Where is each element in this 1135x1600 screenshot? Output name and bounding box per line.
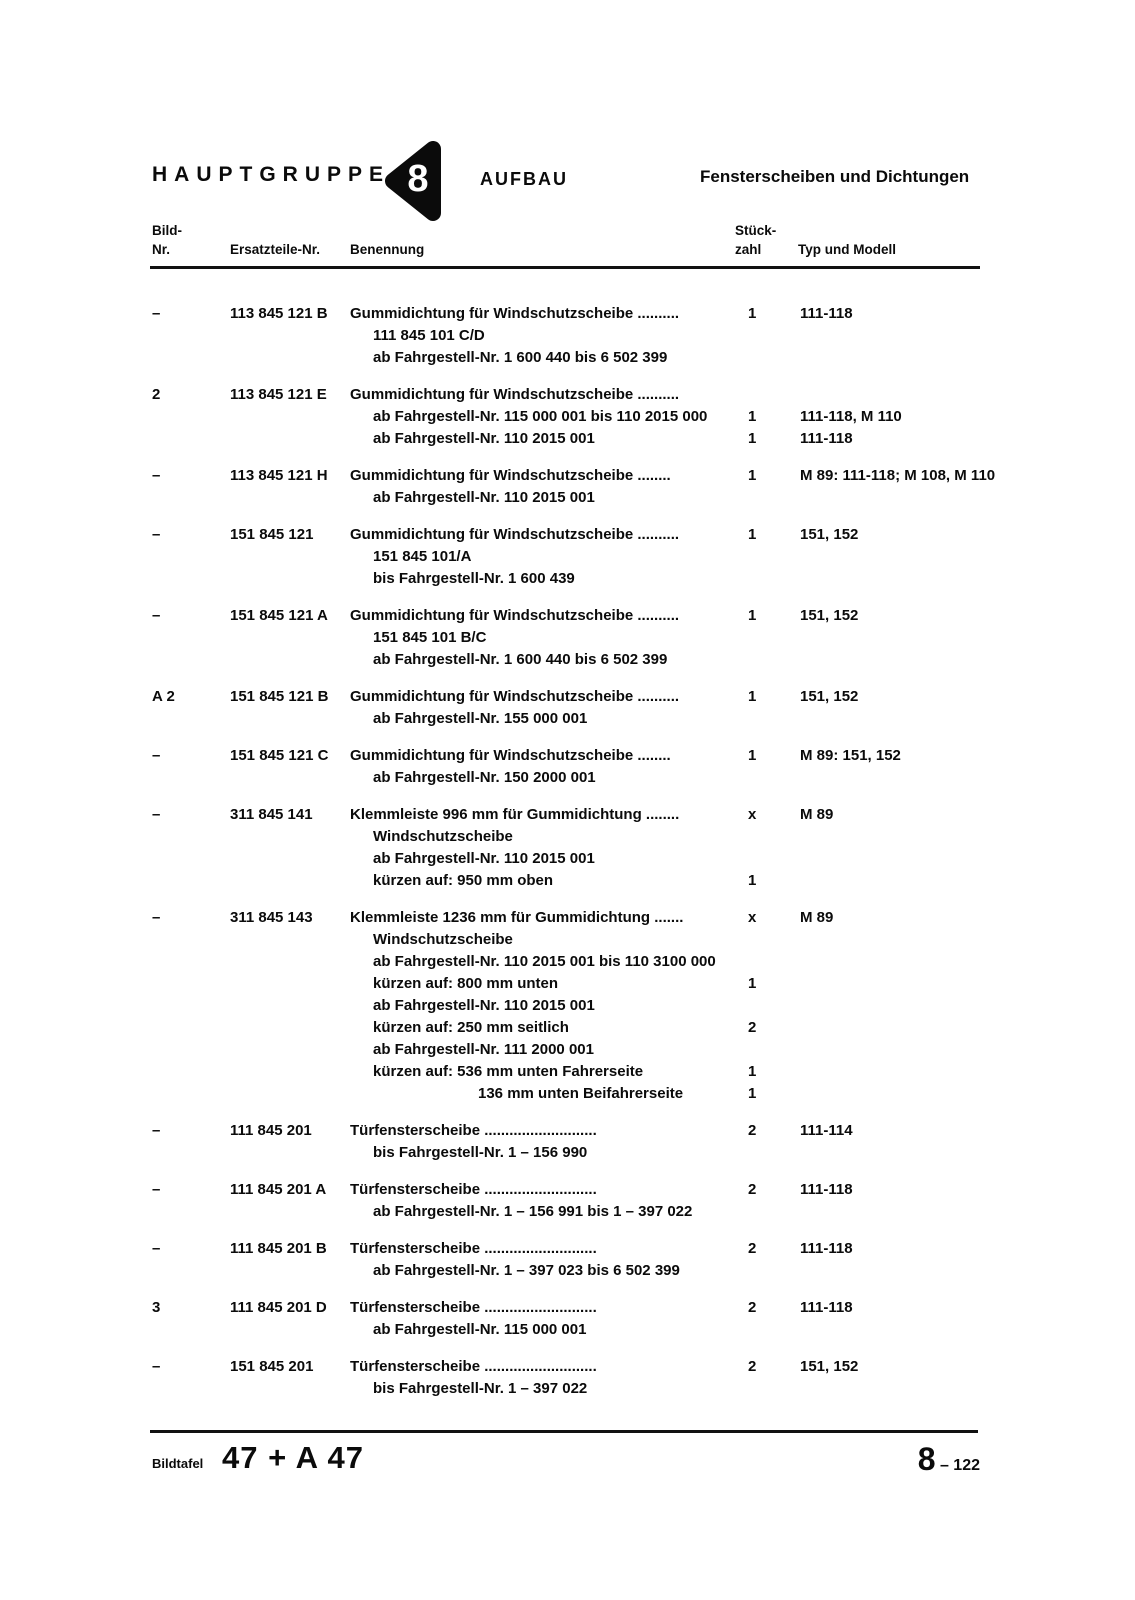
parts-table — [0, 303, 1135, 1415]
description-cell: ab Fahrgestell-Nr. 1 – 156 991 bis 1 – 397 022 — [373, 1203, 693, 1220]
description-cell: Türfensterscheibe ........................... — [350, 1240, 597, 1257]
quantity-cell: x — [748, 806, 757, 823]
page-number-main: 8 — [917, 1441, 936, 1477]
bild-nr-cell: – — [152, 909, 161, 926]
bild-nr-cell: – — [152, 607, 161, 624]
model-cell: 151, 152 — [800, 688, 859, 705]
table-line — [0, 848, 1135, 870]
table-line — [0, 1260, 1135, 1282]
table-line — [0, 406, 1135, 428]
description-cell: Türfensterscheibe ........................... — [350, 1181, 597, 1198]
quantity-cell: x — [748, 909, 757, 926]
description-cell: ab Fahrgestell-Nr. 1 600 440 bis 6 502 399 — [373, 651, 668, 668]
quantity-cell: 1 — [748, 526, 757, 543]
table-line — [0, 745, 1135, 767]
description-cell: ab Fahrgestell-Nr. 110 2015 001 — [373, 850, 595, 867]
column-header-typ-und-modell: Typ und Modell — [798, 242, 896, 257]
table-line — [0, 995, 1135, 1017]
column-header-bild-line2: Nr. — [152, 242, 171, 257]
subsection-title: Fensterscheiben und Dichtungen — [700, 167, 970, 186]
bildtafel-value: 47 + A 47 — [222, 1440, 364, 1475]
quantity-cell: 1 — [748, 467, 757, 484]
description-cell: Türfensterscheibe ........................... — [350, 1299, 597, 1316]
part-number-cell: 151 845 201 — [230, 1358, 314, 1375]
quantity-cell: 2 — [748, 1122, 757, 1139]
bild-nr-cell: – — [152, 1181, 161, 1198]
description-cell: ab Fahrgestell-Nr. 115 000 001 — [373, 1321, 587, 1338]
model-cell: M 89 — [800, 909, 834, 926]
table-row — [0, 1238, 1135, 1282]
table-line — [0, 303, 1135, 325]
description-cell: ab Fahrgestell-Nr. 110 2015 001 — [373, 997, 595, 1014]
page-number — [898, 1441, 980, 1478]
table-line — [0, 929, 1135, 951]
table-line — [0, 951, 1135, 973]
table-line — [0, 907, 1135, 929]
quantity-cell: 2 — [748, 1358, 757, 1375]
table-row — [0, 524, 1135, 590]
table-line — [0, 605, 1135, 627]
table-line — [0, 1356, 1135, 1378]
bild-nr-cell: – — [152, 305, 161, 322]
description-cell: Türfensterscheibe ........................... — [350, 1358, 597, 1375]
bild-nr-cell: 2 — [152, 386, 161, 403]
description-cell: Gummidichtung für Windschutzscheibe .......... — [350, 305, 680, 322]
model-cell: 151, 152 — [800, 1358, 859, 1375]
part-number-cell: 151 845 121 A — [230, 607, 328, 624]
quantity-cell: 1 — [748, 1085, 757, 1102]
quantity-cell: 1 — [748, 872, 757, 889]
part-number-cell: 111 845 201 — [230, 1122, 312, 1139]
column-header-stueck-line2: zahl — [735, 242, 762, 257]
description-cell: kürzen auf: 800 mm unten — [373, 975, 559, 992]
description-cell: Windschutzscheibe — [373, 931, 513, 948]
table-row — [0, 745, 1135, 789]
bild-nr-cell: – — [152, 747, 161, 764]
table-line — [0, 1179, 1135, 1201]
table-line — [0, 826, 1135, 848]
column-header-stueckzahl — [735, 221, 776, 259]
description-cell: 111 845 101 C/D — [373, 327, 485, 344]
quantity-cell: 1 — [748, 688, 757, 705]
table-line — [0, 1201, 1135, 1223]
table-row — [0, 1356, 1135, 1400]
quantity-cell: 1 — [748, 408, 757, 425]
table-line — [0, 1319, 1135, 1341]
column-header-bild-nr — [152, 221, 182, 259]
footer-rule — [150, 1430, 978, 1433]
table-row — [0, 907, 1135, 1105]
table-row — [0, 1120, 1135, 1164]
page-number-sub: 122 — [953, 1457, 980, 1474]
description-cell: 136 mm unten Beifahrerseite — [478, 1085, 684, 1102]
table-line — [0, 649, 1135, 671]
description-cell: Gummidichtung für Windschutzscheibe .......... — [350, 607, 680, 624]
description-cell: ab Fahrgestell-Nr. 115 000 001 bis 110 2015 000 — [373, 408, 708, 425]
model-cell: 111-114 — [800, 1122, 853, 1139]
quantity-cell: 2 — [748, 1019, 757, 1036]
description-cell: kürzen auf: 950 mm oben — [373, 872, 554, 889]
table-line — [0, 973, 1135, 995]
quantity-cell: 1 — [748, 1063, 757, 1080]
part-number-cell: 151 845 121 B — [230, 688, 329, 705]
description-cell: Klemmleiste 996 mm für Gummidichtung ........ — [350, 806, 680, 823]
description-cell: bis Fahrgestell-Nr. 1 600 439 — [373, 570, 575, 587]
page-number-sep: – — [939, 1457, 949, 1474]
column-header-stueck-line1: Stück- — [735, 223, 777, 238]
part-number-cell: 113 845 121 H — [230, 467, 328, 484]
table-row — [0, 686, 1135, 730]
description-cell: Windschutzscheibe — [373, 828, 513, 845]
description-cell: ab Fahrgestell-Nr. 150 2000 001 — [373, 769, 596, 786]
description-cell: ab Fahrgestell-Nr. 110 2015 001 — [373, 489, 595, 506]
description-cell: ab Fahrgestell-Nr. 1 600 440 bis 6 502 399 — [373, 349, 668, 366]
table-line — [0, 1017, 1135, 1039]
bild-nr-cell: – — [152, 1122, 161, 1139]
table-line — [0, 1083, 1135, 1105]
description-cell: Gummidichtung für Windschutzscheibe ........ — [350, 747, 671, 764]
bild-nr-cell: – — [152, 1358, 161, 1375]
description-cell: ab Fahrgestell-Nr. 110 2015 001 bis 110 3100 000 — [373, 953, 716, 970]
description-cell: ab Fahrgestell-Nr. 1 – 397 023 bis 6 502 399 — [373, 1262, 680, 1279]
model-cell: 151, 152 — [800, 607, 859, 624]
table-line — [0, 384, 1135, 406]
part-number-cell: 151 845 121 — [230, 526, 314, 543]
part-number-cell: 111 845 201 B — [230, 1240, 327, 1257]
description-cell: Türfensterscheibe ........................... — [350, 1122, 597, 1139]
description-cell: 151 845 101/A — [373, 548, 472, 565]
quantity-cell: 1 — [748, 430, 757, 447]
column-header-benennung: Benennung — [350, 242, 425, 257]
description-cell: Gummidichtung für Windschutzscheibe .......... — [350, 386, 680, 403]
table-row — [0, 804, 1135, 892]
description-cell: ab Fahrgestell-Nr. 110 2015 001 — [373, 430, 595, 447]
table-line — [0, 1378, 1135, 1400]
table-line — [0, 524, 1135, 546]
quantity-cell: 2 — [748, 1240, 757, 1257]
table-line — [0, 627, 1135, 649]
model-cell: 111-118 — [800, 1299, 853, 1316]
description-cell: kürzen auf: 536 mm unten Fahrerseite — [373, 1063, 644, 1080]
model-cell: M 89: 151, 152 — [800, 747, 901, 764]
table-line — [0, 1120, 1135, 1142]
bild-nr-cell: – — [152, 1240, 161, 1257]
bild-nr-cell: – — [152, 526, 161, 543]
description-cell: Gummidichtung für Windschutzscheibe .......... — [350, 688, 680, 705]
table-line — [0, 1061, 1135, 1083]
model-cell: 111-118, M 110 — [800, 408, 902, 425]
table-line — [0, 325, 1135, 347]
description-cell: ab Fahrgestell-Nr. 111 2000 001 — [373, 1041, 594, 1058]
bild-nr-cell: 3 — [152, 1299, 161, 1316]
description-cell: ab Fahrgestell-Nr. 155 000 001 — [373, 710, 588, 727]
table-line — [0, 487, 1135, 509]
description-cell: bis Fahrgestell-Nr. 1 – 397 022 — [373, 1380, 588, 1397]
table-row — [0, 465, 1135, 509]
header-rule — [150, 266, 980, 269]
bild-nr-cell: – — [152, 806, 161, 823]
model-cell: M 89: 111-118; M 108, M 110 — [800, 467, 996, 484]
model-cell: 111-118 — [800, 430, 853, 447]
column-header-ersatzteile-nr: Ersatzteile-Nr. — [230, 242, 321, 257]
model-cell: 151, 152 — [800, 526, 859, 543]
part-number-cell: 151 845 121 C — [230, 747, 329, 764]
table-line — [0, 708, 1135, 730]
table-row — [0, 384, 1135, 450]
model-cell: M 89 — [800, 806, 834, 823]
table-line — [0, 767, 1135, 789]
table-line — [0, 465, 1135, 487]
table-line — [0, 870, 1135, 892]
bildtafel-label: Bildtafel — [152, 1456, 204, 1471]
description-cell: Klemmleiste 1236 mm für Gummidichtung ....... — [350, 909, 684, 926]
table-line — [0, 1297, 1135, 1319]
part-number-cell: 113 845 121 E — [230, 386, 327, 403]
quantity-cell: 1 — [748, 607, 757, 624]
table-line — [0, 568, 1135, 590]
table-row — [0, 1297, 1135, 1341]
table-row — [0, 1179, 1135, 1223]
description-cell: bis Fahrgestell-Nr. 1 – 156 990 — [373, 1144, 588, 1161]
quantity-cell: 2 — [748, 1181, 757, 1198]
group-number-badge — [381, 139, 445, 223]
quantity-cell: 2 — [748, 1299, 757, 1316]
table-line — [0, 546, 1135, 568]
quantity-cell: 1 — [748, 747, 757, 764]
bild-nr-cell: A 2 — [152, 688, 175, 705]
model-cell: 111-118 — [800, 1181, 853, 1198]
group-number: 8 — [407, 158, 429, 200]
table-line — [0, 428, 1135, 450]
table-line — [0, 1039, 1135, 1061]
quantity-cell: 1 — [748, 975, 757, 992]
table-row — [0, 605, 1135, 671]
quantity-cell: 1 — [748, 305, 757, 322]
table-line — [0, 347, 1135, 369]
description-cell: Gummidichtung für Windschutzscheibe ........ — [350, 467, 671, 484]
table-line — [0, 1142, 1135, 1164]
table-line — [0, 804, 1135, 826]
part-number-cell: 311 845 141 — [230, 806, 313, 823]
description-cell: 151 845 101 B/C — [373, 629, 487, 646]
model-cell: 111-118 — [800, 305, 853, 322]
part-number-cell: 311 845 143 — [230, 909, 313, 926]
description-cell: Gummidichtung für Windschutzscheibe .......... — [350, 526, 680, 543]
model-cell: 111-118 — [800, 1240, 853, 1257]
description-cell: kürzen auf: 250 mm seitlich — [373, 1019, 569, 1036]
part-number-cell: 113 845 121 B — [230, 305, 328, 322]
table-line — [0, 1238, 1135, 1260]
section-title: AUFBAU — [480, 169, 568, 189]
page-title: HAUPTGRUPPE — [152, 163, 391, 186]
part-number-cell: 111 845 201 A — [230, 1181, 327, 1198]
column-header-bild-line1: Bild- — [152, 223, 182, 238]
part-number-cell: 111 845 201 D — [230, 1299, 327, 1316]
table-line — [0, 686, 1135, 708]
bild-nr-cell: – — [152, 467, 161, 484]
table-row — [0, 303, 1135, 369]
